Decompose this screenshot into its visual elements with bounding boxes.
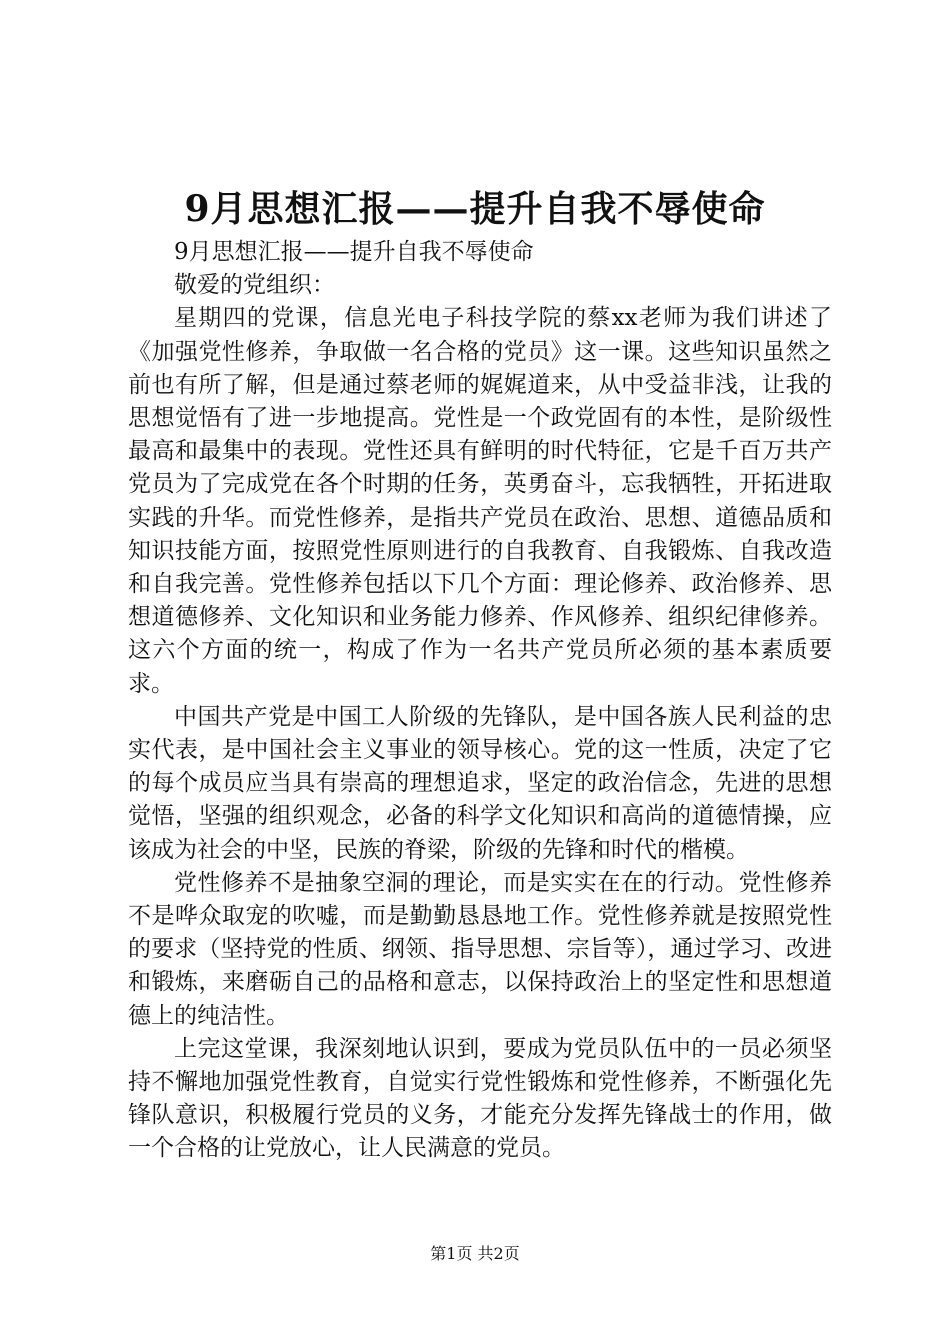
body-paragraph: 中国共产党是中国工人阶级的先锋队，是中国各族人民利益的忠实代表，是中国社会主义事业的领导核心。党的这一性质，决定了它的每个成员应当具有崇高的理想追求，坚定的政治信念，先进的思想觉悟，坚强的组织观念，必备的科学文化知识和高尚的道德情操，应该成为社会的中坚，民族的脊梁，阶级的先锋和时代的楷模。: [128, 703, 832, 863]
body-paragraph: 星期四的党课，信息光电子科技学院的蔡xx老师为我们讲述了《加强党性修养，争取做一名合格的党员》这一课。这些知识虽然之前也有所了解，但是通过蔡老师的娓娓道来，从中受益非浅，让我的思想觉悟有了进一步地提高。党性是一个政党固有的本性，是阶级性最高和最集中的表现。党性还具有鲜明的时代特征，它是千百万共产党员为了完成党在各个时期的任务，英勇奋斗，忘我牺牲，开拓进取实践的升华。而党性修养，是指共产党员在政治、思想、道德品质和知识技能方面，按照党性原则进行的自我教育、自我锻炼、自我改造和自我完善。党性修养包括以下几个方面：理论修养、政治修养、思想道德修养、文化知识和业务能力修养、作风修养、组织纪律修养。这六个方面的统一，构成了作为一名共产党员所必须的基本素质要求。: [128, 305, 832, 697]
page-number-footer: 第1页 共2页: [430, 1244, 520, 1263]
body-paragraph: 党性修养不是抽象空洞的理论，而是实实在在的行动。党性修养不是哗众取宠的吹嘘，而是勤勤恳恳地工作。党性修养就是按照党性的要求（坚持党的性质、纲领、指导思想、宗旨等），通过学习、改进和锻炼，来磨砺自己的品格和意志，以保持政治上的坚定性和思想道德上的纯洁性。: [128, 869, 832, 1029]
body-paragraph: 上完这堂课，我深刻地认识到，要成为党员队伍中的一员必须坚持不懈地加强党性教育，自觉实行党性锻炼和党性修养，不断强化先锋队意识，积极履行党员的义务，才能充分发挥先锋战士的作用，做一个合格的让党放心，让人民满意的党员。: [128, 1035, 832, 1162]
subtitle-line: 9月思想汇报——提升自我不辱使命: [174, 239, 534, 265]
salutation-line: 敬爱的党组织：: [174, 272, 335, 299]
document-title: 9月思想汇报——提升自我不辱使命: [184, 188, 766, 230]
document-body: [128, 236, 832, 1166]
